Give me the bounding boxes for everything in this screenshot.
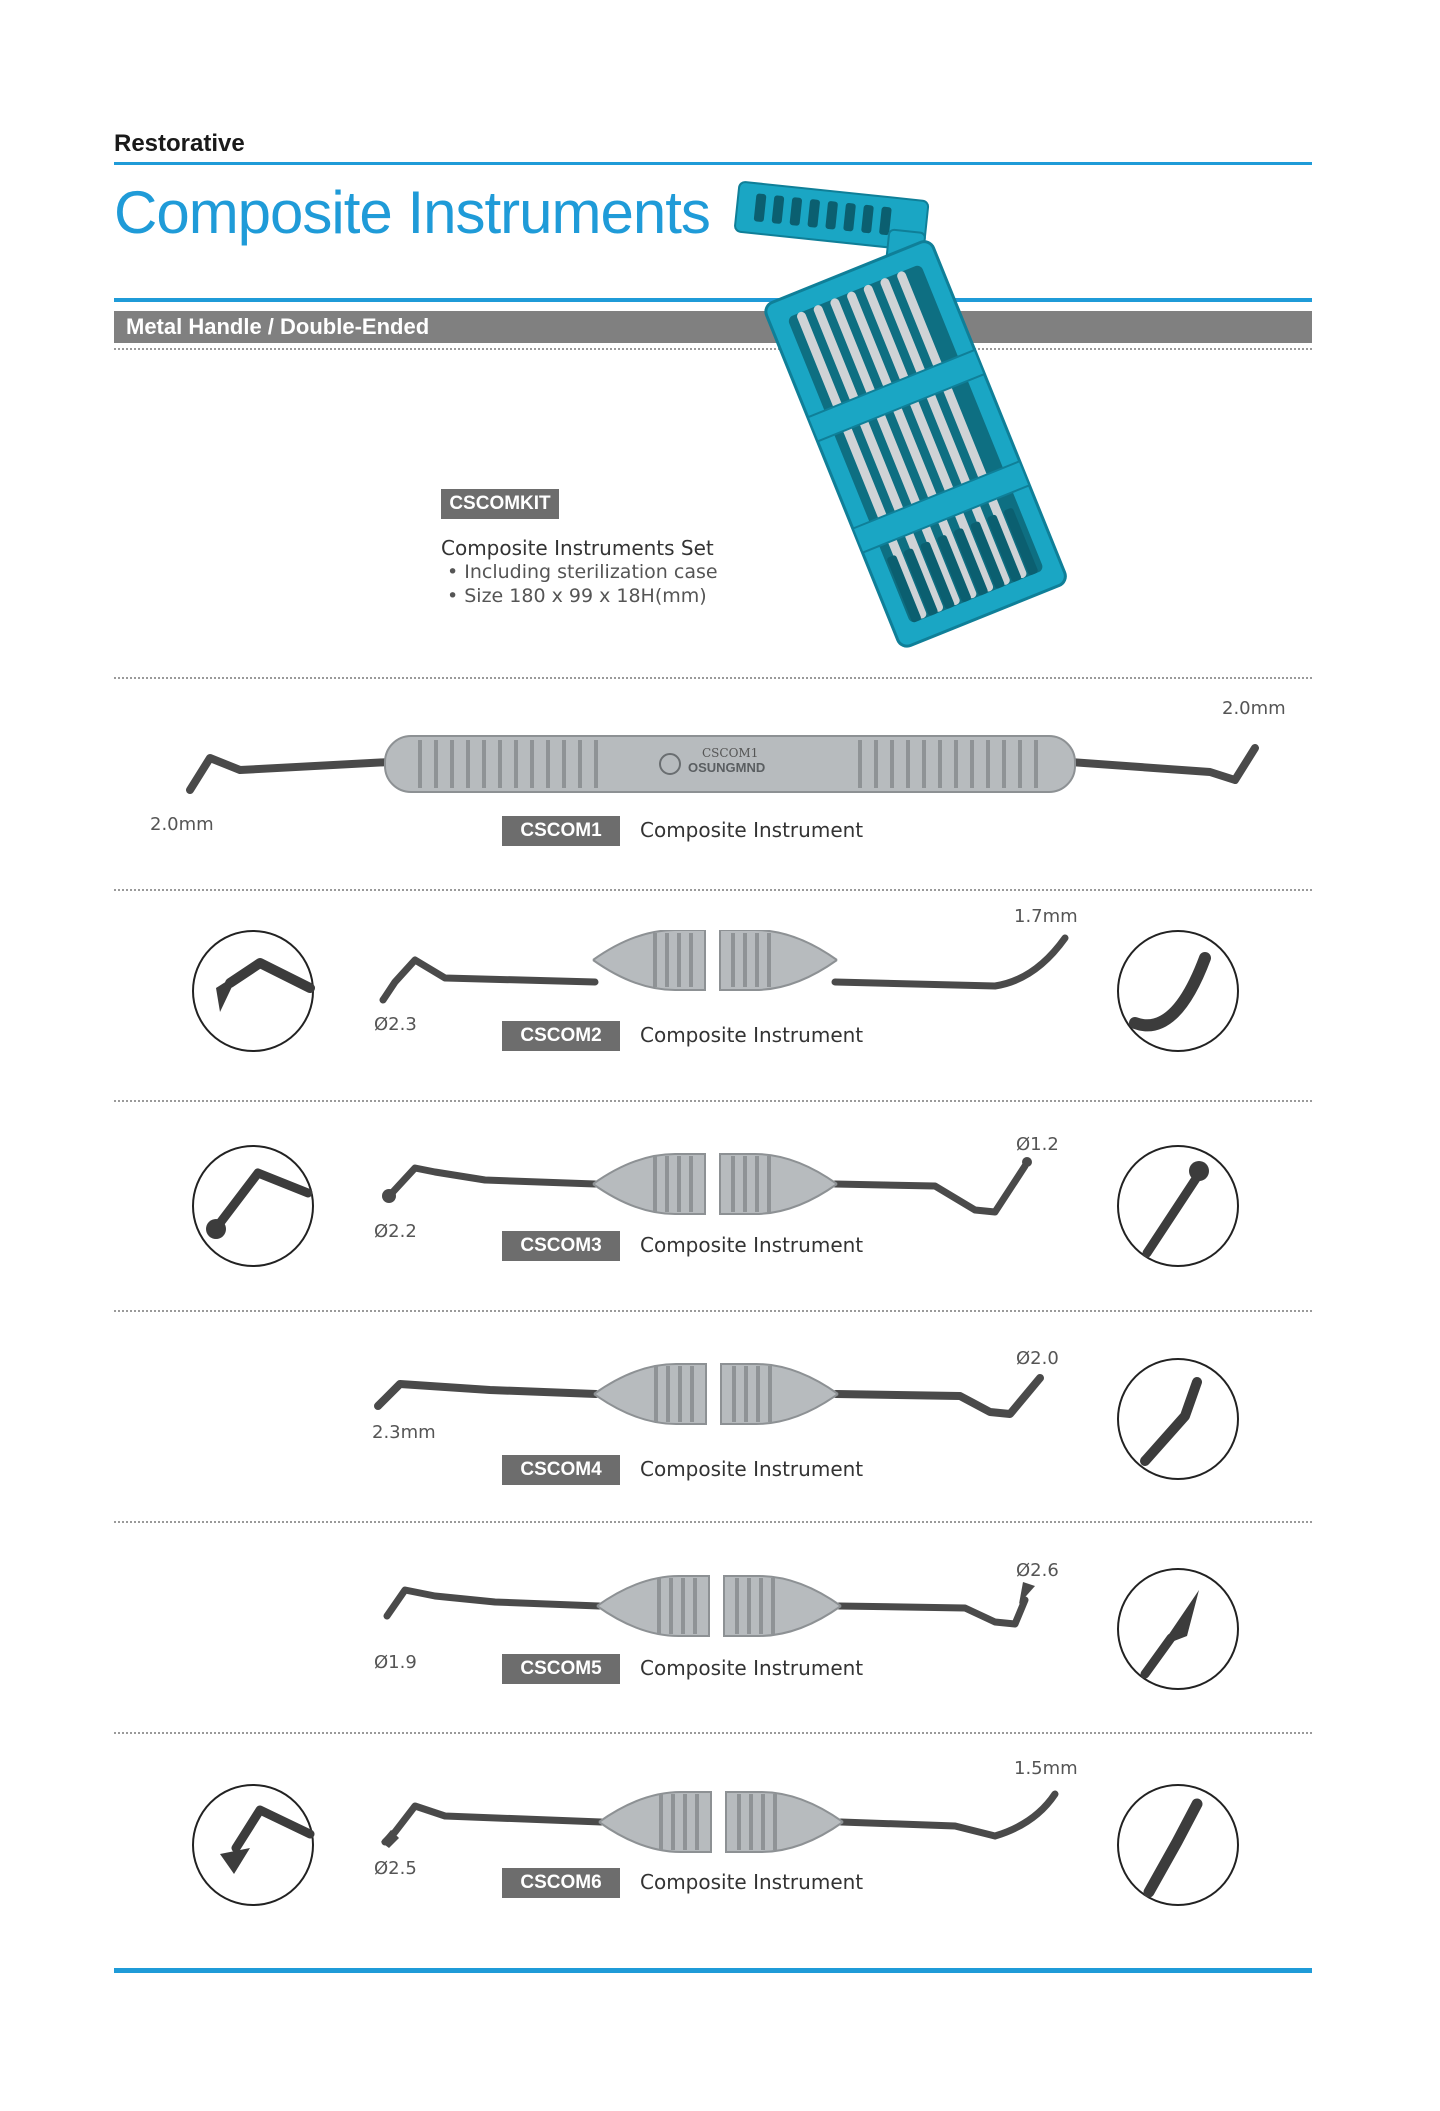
product-name: Composite Instrument	[640, 818, 864, 842]
instrument-image	[375, 1776, 1075, 1866]
handle-code-marking: CSCOM1	[702, 746, 759, 760]
kit-note: • Size 180 x 99 x 18H(mm)	[447, 585, 707, 607]
instrument-image	[370, 1350, 1070, 1440]
tip-detail-right	[1115, 928, 1241, 1054]
divider	[114, 889, 1312, 891]
product-code-badge: CSCOM4	[502, 1455, 620, 1485]
product-code-badge: CSCOM6	[502, 1868, 620, 1898]
divider	[114, 1310, 1312, 1312]
instrument-image	[375, 1140, 1075, 1230]
tip-detail-right	[1115, 1356, 1241, 1482]
dimension-left: Ø1.9	[374, 1652, 417, 1673]
dimension-left: 2.0mm	[150, 814, 214, 835]
dimension-right: Ø1.2	[1016, 1134, 1059, 1155]
divider	[114, 677, 1312, 679]
dimension-right: 1.7mm	[1014, 906, 1078, 927]
divider	[114, 1521, 1312, 1523]
product-code-badge: CSCOM1	[502, 816, 620, 846]
kit-code-badge: CSCOMKIT	[441, 489, 559, 519]
dimension-left: Ø2.2	[374, 1221, 417, 1242]
product-code-badge: CSCOM2	[502, 1021, 620, 1051]
brand-marking: OSUNGMND	[688, 760, 766, 775]
dimension-right: 2.0mm	[1222, 698, 1286, 719]
title-rule	[114, 298, 1312, 302]
kit-title: Composite Instruments Set	[441, 536, 714, 560]
product-name: Composite Instrument	[640, 1233, 864, 1257]
product-name: Composite Instrument	[640, 1457, 864, 1481]
dimension-right: Ø2.6	[1016, 1560, 1059, 1581]
dimension-right: 1.5mm	[1014, 1758, 1078, 1779]
product-name: Composite Instrument	[640, 1870, 864, 1894]
product-code-badge: CSCOM3	[502, 1231, 620, 1261]
product-name: Composite Instrument	[640, 1023, 864, 1047]
footer-rule	[114, 1968, 1312, 1973]
tip-detail-left	[190, 1143, 316, 1269]
divider	[114, 348, 1312, 350]
tip-detail-left	[190, 928, 316, 1054]
divider	[114, 1732, 1312, 1734]
instrument-image	[375, 1560, 1075, 1650]
section-label: Restorative	[114, 130, 245, 157]
dimension-left: Ø2.5	[374, 1858, 417, 1879]
header-rule	[114, 162, 1312, 165]
page-title: Composite Instruments	[114, 179, 710, 246]
dimension-right: Ø2.0	[1016, 1348, 1059, 1369]
dimension-left: Ø2.3	[374, 1014, 417, 1035]
tip-detail-right	[1115, 1566, 1241, 1692]
instrument-image	[375, 930, 1075, 1010]
product-code-badge: CSCOM5	[502, 1654, 620, 1684]
sterilization-case-image	[720, 180, 1100, 660]
tip-detail-left	[190, 1782, 316, 1908]
subheading: Metal Handle / Double-Ended	[126, 314, 430, 339]
product-name: Composite Instrument	[640, 1656, 864, 1680]
divider	[114, 1100, 1312, 1102]
kit-note: • Including sterilization case	[447, 561, 718, 583]
dimension-left: 2.3mm	[372, 1422, 436, 1443]
tip-detail-right	[1115, 1143, 1241, 1269]
tip-detail-right	[1115, 1782, 1241, 1908]
